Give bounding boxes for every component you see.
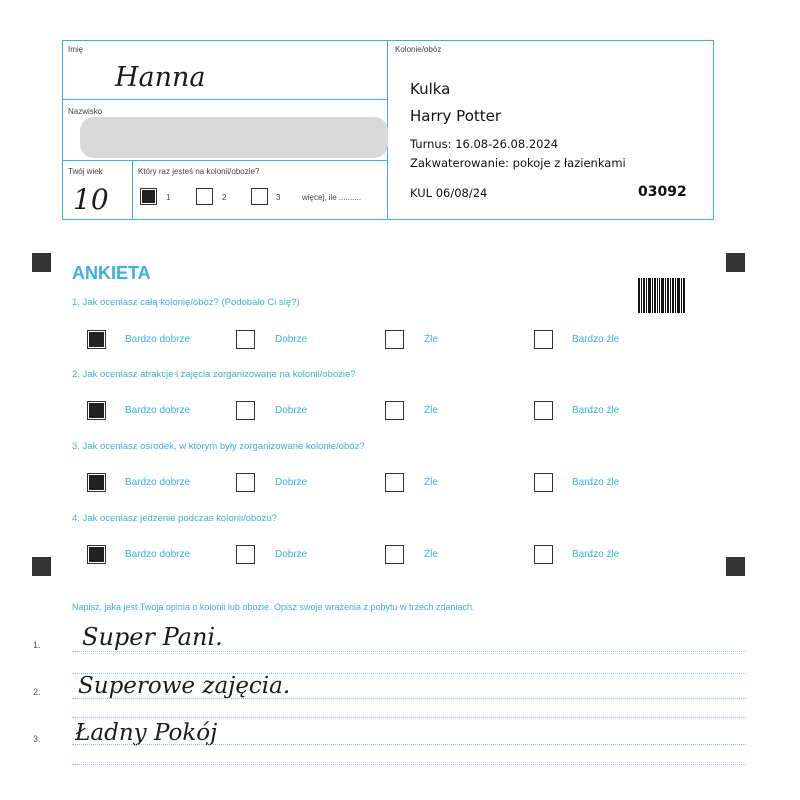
q3-checkbox-bardzo-dobrze[interactable]	[87, 473, 106, 492]
opinion-line-number-3: 3.	[33, 734, 41, 744]
q2-checkbox-dobrze[interactable]	[236, 401, 255, 420]
q3-checkbox-bardzo-zle[interactable]	[534, 473, 553, 492]
survey-title: ANKIETA	[72, 263, 151, 283]
q4-checkbox-bardzo-zle[interactable]	[534, 545, 553, 564]
name-value: Hanna	[115, 62, 206, 93]
q1-checkbox-dobrze[interactable]	[236, 330, 255, 349]
header-divider-name	[62, 99, 388, 100]
q2-option-bardzo-dobrze: Bardzo dobrze	[125, 405, 191, 416]
opinion-answer-1[interactable]: Super Pani.	[82, 623, 223, 651]
registration-marker-top-left	[32, 253, 51, 272]
q2-option-bardzo-zle: Bardzo źle	[572, 405, 620, 416]
header-divider-surname	[62, 160, 388, 161]
q3-option-zle: Źle	[424, 477, 438, 488]
accommodation: Zakwaterowanie: pokoje z łazienkami	[410, 156, 626, 170]
registration-marker-top-right	[726, 253, 745, 272]
surname-redaction	[80, 117, 388, 158]
times-more: więcej, ile ..........	[302, 193, 362, 202]
q2-checkbox-bardzo-dobrze[interactable]	[87, 401, 106, 420]
age-label: Twój wiek	[68, 167, 103, 176]
opinion-line-2-lower	[72, 717, 746, 718]
age-value: 10	[73, 183, 109, 216]
q4-option-bardzo-dobrze: Bardzo dobrze	[125, 549, 191, 560]
q1-option-zle: Źle	[424, 334, 438, 345]
q1-checkbox-bardzo-dobrze[interactable]	[87, 330, 106, 349]
registration-marker-bottom-right	[726, 557, 745, 576]
opinion-prompt: Napisz, jaka jest Twoja opinia o kolonii lub obozie. Opisz swoje wrażenia z pobytu w trzech zdaniach.	[72, 602, 475, 612]
opinion-line-2-upper	[72, 698, 746, 699]
q3-option-bardzo-zle: Bardzo źle	[572, 477, 620, 488]
q1-option-bardzo-zle: Bardzo źle	[572, 334, 620, 345]
q4-option-bardzo-zle: Bardzo źle	[572, 549, 620, 560]
barcode	[638, 278, 692, 313]
question-2-text: 2. Jak oceniasz atrakcje i zajęcia zorganizowane na kolonii/obozie?	[72, 369, 356, 380]
header-divider-age	[132, 160, 133, 220]
times-label: Który raz jesteś na kolonii/obozie?	[138, 167, 260, 176]
times-checkbox-1[interactable]	[140, 188, 157, 205]
times-checkbox-3[interactable]	[251, 188, 268, 205]
question-3-text: 3. Jak oceniasz ośrodek, w którym były zorganizowane kolonie/obóz?	[72, 441, 365, 452]
camp-name: Kulka	[410, 80, 451, 98]
camp-code: KUL 06/08/24	[410, 186, 488, 200]
times-checkbox-2[interactable]	[196, 188, 213, 205]
q1-checkbox-zle[interactable]	[385, 330, 404, 349]
q3-option-dobrze: Dobrze	[275, 477, 308, 488]
q2-checkbox-zle[interactable]	[385, 401, 404, 420]
times-option-3: 3	[276, 193, 281, 202]
q1-checkbox-bardzo-zle[interactable]	[534, 330, 553, 349]
name-label: Imię	[68, 45, 84, 54]
q3-checkbox-zle[interactable]	[385, 473, 404, 492]
question-4-text: 4. Jak oceniasz jedzenie podczas kolonii/obozu?	[72, 513, 277, 524]
opinion-line-3-lower	[72, 764, 746, 765]
surname-label: Nazwisko	[68, 107, 103, 116]
q4-option-zle: Źle	[424, 549, 438, 560]
q2-checkbox-bardzo-zle[interactable]	[534, 401, 553, 420]
q4-checkbox-bardzo-dobrze[interactable]	[87, 545, 106, 564]
times-option-2: 2	[222, 193, 227, 202]
opinion-line-number-2: 2.	[33, 687, 41, 697]
opinion-line-number-1: 1.	[33, 640, 41, 650]
q3-checkbox-dobrze[interactable]	[236, 473, 255, 492]
camp-theme: Harry Potter	[410, 107, 502, 125]
camp-label: Kolonie/obóz	[395, 45, 442, 54]
question-1-text: 1. Jak oceniasz całą kolonię/obóz? (Podobało Ci się?)	[72, 297, 300, 308]
opinion-line-1-upper	[72, 651, 746, 652]
times-option-1: 1	[166, 193, 171, 202]
opinion-answer-2[interactable]: Superowe zajęcia.	[78, 673, 291, 699]
opinion-line-3-upper	[72, 744, 746, 745]
turnus: Turnus: 16.08-26.08.2024	[410, 137, 559, 151]
form-number: 03092	[638, 184, 687, 200]
q4-option-dobrze: Dobrze	[275, 549, 308, 560]
q2-option-dobrze: Dobrze	[275, 405, 308, 416]
registration-marker-bottom-left	[32, 557, 51, 576]
q4-checkbox-zle[interactable]	[385, 545, 404, 564]
q4-checkbox-dobrze[interactable]	[236, 545, 255, 564]
q2-option-zle: Źle	[424, 405, 438, 416]
q3-option-bardzo-dobrze: Bardzo dobrze	[125, 477, 191, 488]
q1-option-bardzo-dobrze: Bardzo dobrze	[125, 334, 191, 345]
q1-option-dobrze: Dobrze	[275, 334, 308, 345]
opinion-answer-3[interactable]: Ładny Pokój	[75, 720, 218, 746]
